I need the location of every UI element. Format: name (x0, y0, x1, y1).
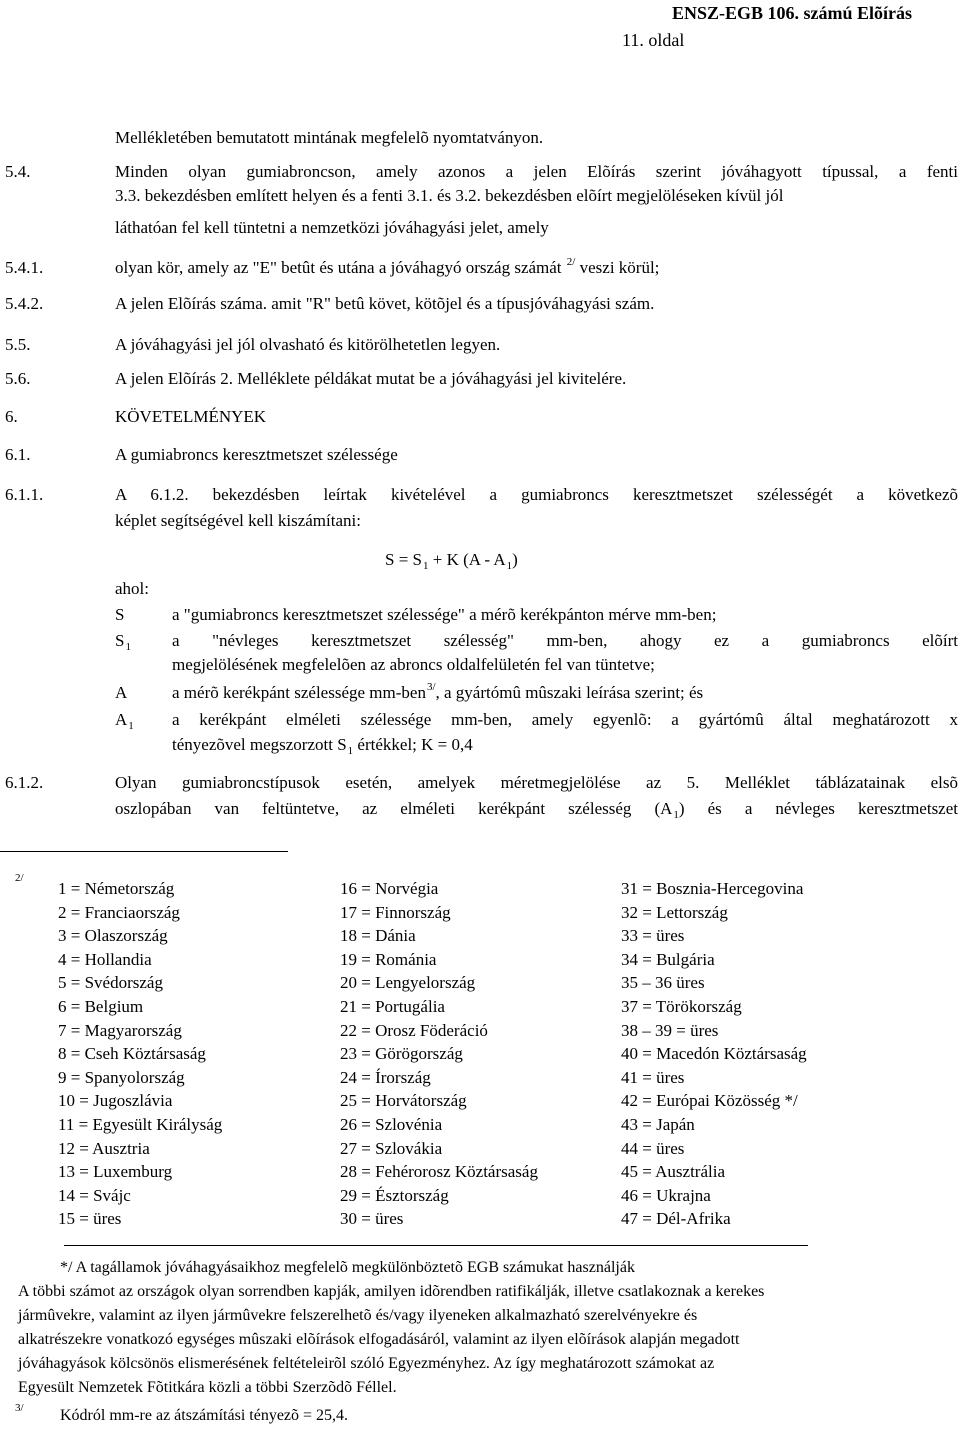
country-code-entry: 24 = Írország (340, 1067, 431, 1087)
paragraph-line: Minden olyan gumiabroncson, amely azonos a jelen Elõírás szerint jóváhagyott típussal, a fenti (115, 162, 958, 181)
section-number: 5.4. (5, 162, 31, 181)
footnote-text-line: alkatrészekre vonatkozó egységes mûszaki elõírások elfogadásáról, valamint az ilyen elõírások alapján megadott (18, 1331, 740, 1348)
paragraph-line: A jelen Elõírás 2. Melléklete példákat mutat be a jóváhagyási jel kivitelére. (115, 369, 627, 388)
country-code-entry: 46 = Ukrajna (621, 1185, 711, 1205)
country-code-entry: 5 = Svédország (58, 973, 163, 993)
footnote-text-line: jármûvekre, valamint az ilyen jármûvekre felszerelhetõ és/vagy ilyeneken alkalmazható szerelvényekre és (18, 1307, 698, 1324)
footnote-separator (64, 1245, 808, 1246)
country-code-entry: 10 = Jugoszlávia (58, 1091, 173, 1111)
country-code-entry: 16 = Norvégia (340, 879, 439, 898)
country-code-entry: 42 = Európai Közösség */ (621, 1091, 798, 1111)
footnote-marker: 3/ (15, 1402, 24, 1414)
country-code-entry: 27 = Szlovákia (340, 1138, 443, 1158)
symbol-definition: megjelölésének megfelelõen az abroncs oldalfelületén fel van tüntetve; (172, 655, 655, 674)
country-code-entry: 12 = Ausztria (58, 1138, 150, 1158)
country-code-entry: 33 = üres (621, 926, 685, 946)
country-code-entry: 37 = Törökország (621, 996, 742, 1016)
symbol: $A_1$ (115, 710, 134, 732)
country-code-entry: 9 = Spanyolország (58, 1067, 185, 1087)
country-code-entry: 15 = üres (58, 1209, 122, 1229)
paragraph-line: A jelen Elõírás száma. amit "R" betû követ, kötõjel és a típusjóváhagyási szám. (115, 294, 655, 313)
footnote-note: */ A tagállamok jóváhagyásaikhoz megfelelõ megkülönböztetõ EGB számukat használják (60, 1259, 635, 1276)
country-code-entry: 31 = Bosznia-Hercegovina (621, 879, 804, 898)
country-code-entry: 22 = Orosz Föderáció (340, 1020, 488, 1040)
symbol-definition: tényezõvel megszorzott $S_1$ értékkel; K = 0,4 (172, 735, 473, 757)
country-code-entry: 11 = Egyesült Királyság (58, 1114, 223, 1134)
section-heading: KÖVETELMÉNYEK (115, 407, 267, 426)
section-number: 5.4.2. (5, 294, 44, 313)
country-code-entry: 30 = üres (340, 1209, 404, 1229)
section-number: 5.4.1. (5, 258, 44, 277)
symbol: S (115, 605, 125, 624)
symbol: A (115, 683, 128, 702)
symbol-definition: a mérõ kerékpánt szélessége mm-ben$^{3/}$, a gyártómû mûszaki leírása szerint; és (172, 681, 704, 702)
country-code-entry: 14 = Svájc (58, 1185, 131, 1205)
country-code-entry: 20 = Lengyelország (340, 973, 476, 993)
header-title: ENSZ-EGB 106. számú Elõírás (671, 3, 912, 23)
country-code-entry: 43 = Japán (621, 1114, 695, 1134)
paragraph-line: olyan kör, amely az "E" betût és utána a jóváhagyó ország számát $^{2/}$ veszi körül; (115, 256, 660, 277)
country-code-entry: 2 = Franciaország (58, 902, 180, 922)
country-code-entry: 18 = Dánia (340, 926, 416, 946)
country-code-entry: 8 = Cseh Köztársaság (58, 1044, 206, 1064)
section-number: 6.1.2. (5, 773, 44, 792)
paragraph-line: láthatóan fel kell tüntetni a nemzetközi jóváhagyási jelet, amely (115, 218, 549, 237)
country-code-entry: 6 = Belgium (58, 996, 144, 1016)
header-page: 11. oldal (622, 30, 685, 50)
paragraph-line: Olyan gumiabroncstípusok esetén, amelyek méretmegjelölése az 5. Melléklet táblázatainak elsõ (115, 773, 958, 792)
country-code-entry: 19 = Románia (340, 949, 437, 969)
country-code-entry: 3 = Olaszország (58, 926, 168, 946)
symbol-definition: a "gumiabroncs keresztmetszet szélessége" a mérõ kerékpánton mérve mm-ben; (172, 605, 717, 624)
symbol-definition: a kerékpánt elméleti szélessége mm-ben, amely egyenlõ: a gyártómû által meghatározott x (172, 710, 958, 729)
section-heading: A gumiabroncs keresztmetszet szélessége (115, 445, 398, 464)
footnote-marker: 2/ (15, 872, 24, 884)
footnote-text-line: Kódról mm-re az átszámítási tényezõ = 25,4. (60, 1407, 349, 1424)
section-number: 6.1.1. (5, 485, 44, 504)
country-code-entry: 23 = Görögország (340, 1044, 463, 1064)
section-number: 6.1. (5, 445, 31, 464)
footnote-separator (0, 851, 288, 852)
paragraph-line: A jóváhagyási jel jól olvasható és kitörölhetetlen legyen. (115, 335, 501, 354)
country-code-entry: 44 = üres (621, 1138, 685, 1158)
country-code-entry: 45 = Ausztrália (621, 1162, 726, 1182)
country-code-entry: 40 = Macedón Köztársaság (621, 1044, 807, 1064)
country-code-entry: 41 = üres (621, 1067, 685, 1087)
country-code-entry: 32 = Lettország (621, 902, 728, 922)
country-code-entry: 34 = Bulgária (621, 949, 715, 969)
country-code-entry: 29 = Észtország (340, 1185, 449, 1205)
country-code-entry: 26 = Szlovénia (340, 1114, 443, 1134)
section-number: 6. (5, 407, 18, 426)
paragraph-line: oszlopában van feltüntetve, az elméleti kerékpánt szélesség $(A_1)$ és a névleges keresztmetszet (115, 799, 959, 821)
section-number: 5.6. (5, 369, 31, 388)
country-code-entry: 47 = Dél-Afrika (621, 1209, 731, 1229)
symbol-definition: a "névleges keresztmetszet szélesség" mm-ben, ahogy ez a gumiabroncs elõírt (172, 631, 958, 650)
country-column-2 (340, 877, 538, 1231)
symbol: $S_1$ (115, 631, 131, 653)
formula: $S = S_1 + K$ $(A - A_1)$ (385, 550, 518, 572)
country-column-1 (58, 877, 222, 1231)
country-code-entry: 13 = Luxemburg (58, 1162, 173, 1182)
footnote-text-line: A többi számot az országok olyan sorrendben kapják, amilyen idõrendben ratifikálják, illetve csatlakoznak a kerekes (18, 1283, 765, 1300)
section-number: 5.5. (5, 335, 31, 354)
paragraph-line: Mellékletében bemutatott mintának megfelelõ nyomtatványon. (115, 128, 544, 147)
country-code-entry: 35 – 36 üres (621, 973, 705, 993)
footnote-text-line: Egyesült Nemzetek Fõtitkára közli a többi Szerzõdõ Féllel. (18, 1379, 397, 1396)
where-label: ahol: (115, 579, 149, 598)
country-code-entry: 4 = Hollandia (58, 949, 152, 969)
country-code-entry: 38 – 39 = üres (621, 1020, 719, 1040)
country-code-entry: 17 = Finnország (340, 902, 451, 922)
footnote-text-line: jóváhagyások kölcsönös elismerésének feltételeirõl szóló Egyezményhez. Az így meghatározott számokat az (18, 1355, 715, 1372)
paragraph-line: A 6.1.2. bekezdésben leírtak kivételével a gumiabroncs keresztmetszet szélességét a következõ (115, 485, 958, 504)
country-column-3 (621, 877, 807, 1231)
country-code-entry: 1 = Németország (58, 879, 175, 898)
paragraph-line: 3.3. bekezdésben említett helyen és a fenti 3.1. és 3.2. bekezdésben elõírt megjelöléseken kívül jól (115, 186, 784, 205)
country-code-entry: 28 = Fehérorosz Köztársaság (340, 1162, 538, 1182)
country-code-entry: 7 = Magyarország (58, 1020, 182, 1040)
country-code-entry: 21 = Portugália (340, 996, 445, 1016)
paragraph-line: képlet segítségével kell kiszámítani: (115, 511, 361, 530)
country-code-entry: 25 = Horvátország (340, 1091, 467, 1111)
